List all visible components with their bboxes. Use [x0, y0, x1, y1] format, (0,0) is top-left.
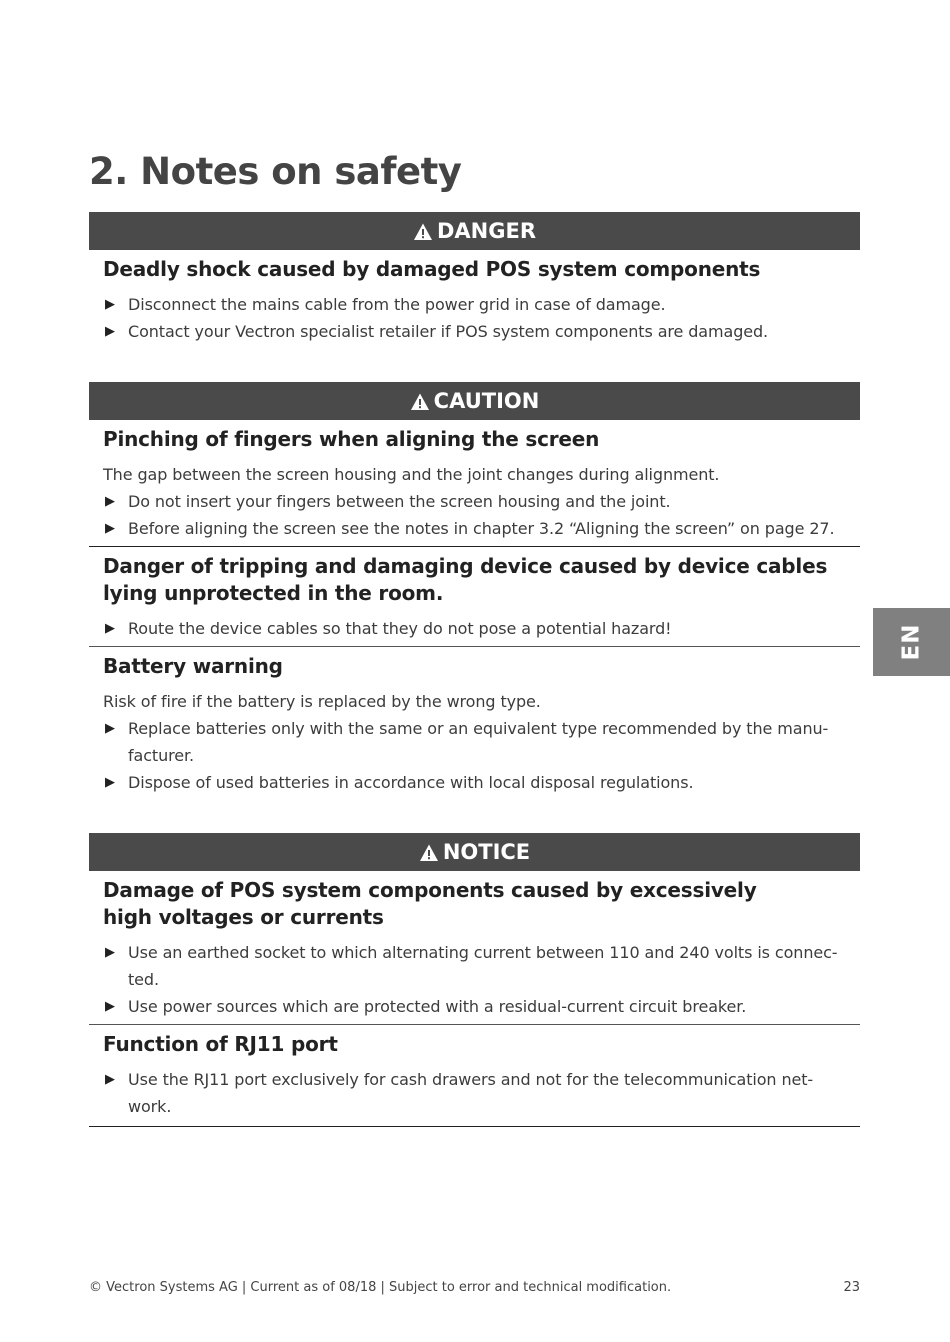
bullet-triangle-icon: ▶ — [105, 1072, 115, 1087]
list-item: ▶ Do not insert your fingers between the screen housing and the joint. — [103, 488, 860, 515]
danger-section — [89, 250, 860, 345]
section-heading: Danger of tripping and damaging device caused by device cables lying unprotected in the room. — [103, 554, 828, 605]
notice-section-rj11 — [89, 1025, 860, 1127]
bullet-triangle-icon: ▶ — [105, 324, 115, 339]
bullet-list — [103, 1066, 860, 1120]
footer-text: © Vectron Systems AG | Current as of 08/18 | Subject to error and technical modification. — [89, 1280, 672, 1295]
list-item: ▶ Contact your Vectron specialist retailer if POS system components are damaged. — [103, 318, 860, 345]
warning-triangle-icon — [419, 843, 439, 863]
section-intro: Risk of fire if the battery is replaced by the wrong type. — [103, 692, 541, 711]
list-item: ▶ Route the device cables so that they do not pose a potential hazard! — [103, 615, 860, 642]
caution-banner — [89, 382, 860, 420]
bullet-list — [103, 291, 860, 345]
caution-section-pinching — [89, 420, 860, 547]
list-item: ▶ Use the RJ11 port exclusively for cash drawers and not for the telecommunication net-work. — [103, 1066, 860, 1120]
bullet-triangle-icon: ▶ — [105, 297, 115, 312]
list-item: ▶ Use an earthed socket to which alternating current between 110 and 240 volts is connec-ted. — [103, 939, 860, 993]
notice-banner — [89, 833, 860, 871]
bullet-list — [103, 615, 860, 642]
list-item: ▶ Before aligning the screen see the notes in chapter 3.2 “Aligning the screen” on page 27. — [103, 515, 860, 542]
danger-banner — [89, 212, 860, 250]
danger-label: DANGER — [436, 219, 536, 243]
bullet-triangle-icon: ▶ — [105, 999, 115, 1014]
list-item: ▶ Dispose of used batteries in accordance with local disposal regulations. — [103, 769, 860, 796]
notice-section-voltage — [89, 871, 860, 1025]
notice-label: NOTICE — [442, 840, 531, 864]
bullet-triangle-icon: ▶ — [105, 494, 115, 509]
list-item: ▶ Disconnect the mains cable from the power grid in case of damage. — [103, 291, 860, 318]
section-heading: Damage of POS system components caused by excessively high voltages or currents — [103, 878, 757, 929]
section-heading: Deadly shock caused by damaged POS system components — [103, 257, 761, 281]
bullet-list — [103, 488, 860, 542]
section-intro: The gap between the screen housing and the joint changes during alignment. — [103, 465, 720, 484]
page-title: 2. Notes on safety — [89, 150, 462, 193]
safety-notes — [89, 212, 860, 1127]
section-heading: Function of RJ11 port — [103, 1032, 338, 1056]
caution-label: CAUTION — [433, 389, 540, 413]
language-tab — [873, 608, 950, 676]
bullet-triangle-icon: ▶ — [105, 775, 115, 790]
bullet-triangle-icon: ▶ — [105, 621, 115, 636]
list-item: ▶ Replace batteries only with the same or an equivalent type recommended by the manu-facturer. — [103, 715, 860, 769]
page-footer — [89, 1280, 860, 1295]
caution-section-battery — [89, 647, 860, 796]
warning-triangle-icon — [410, 392, 430, 412]
warning-triangle-icon — [413, 222, 433, 242]
bullet-list — [103, 939, 860, 1020]
section-heading: Battery warning — [103, 654, 283, 678]
bullet-list — [103, 715, 860, 796]
bullet-triangle-icon: ▶ — [105, 721, 115, 736]
bullet-triangle-icon: ▶ — [105, 945, 115, 960]
page-number: 23 — [843, 1280, 860, 1295]
caution-section-tripping — [89, 547, 860, 647]
list-item: ▶ Use power sources which are protected with a residual-current circuit breaker. — [103, 993, 860, 1020]
bullet-triangle-icon: ▶ — [105, 521, 115, 536]
section-heading: Pinching of fingers when aligning the screen — [103, 427, 600, 451]
language-tab-label: EN — [898, 623, 925, 661]
